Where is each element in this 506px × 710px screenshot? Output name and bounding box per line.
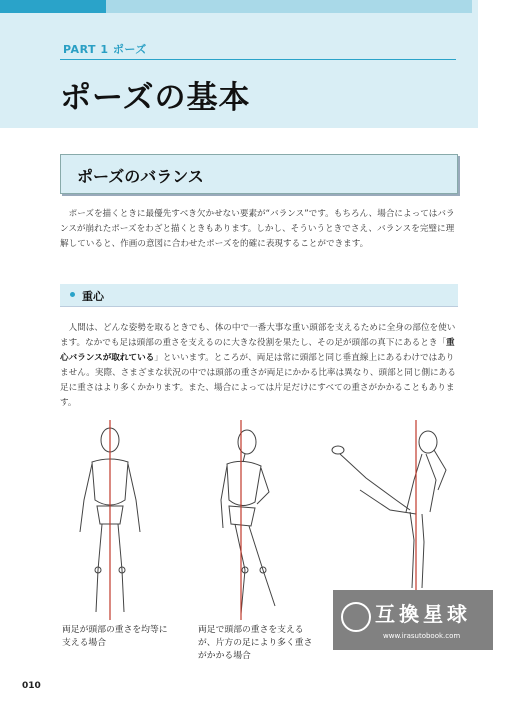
mannequin-figure-even-weight (70, 420, 150, 620)
header-stripe-light (106, 0, 472, 13)
paragraph-text-before: 人間は、どんな姿勢を取るときでも、体の中で一番大事な重い頭部を支えるために全身の部位を使います。なかでも足は頭部の重さを支えるのに大きな役割を果たし、その足が頭部の真下にあるとき「 (60, 323, 456, 348)
part-label: PART 1 ポーズ (63, 43, 147, 56)
paragraph-bold-term: 重心バランスが取れている (60, 338, 455, 363)
mannequin-figure-one-leg (330, 420, 470, 590)
subsection-title: 重心 (82, 290, 104, 303)
subsection-paragraph (60, 321, 460, 411)
section-title: ポーズのバランス (77, 167, 204, 186)
header-stripe-accent (0, 0, 106, 13)
subsection-heading-bar (60, 284, 458, 307)
watermark-url: www.irasutobook.com (383, 632, 461, 640)
header-divider (60, 59, 456, 60)
bullet-icon (70, 292, 75, 297)
watermark (333, 590, 493, 650)
page-number: 010 (22, 681, 41, 691)
section-heading-box (60, 154, 458, 194)
watermark-logo-icon (341, 602, 371, 632)
figure-caption-even: 両足が頭部の重さを均等に支える場合 (62, 625, 168, 648)
page-title: ポーズの基本 (60, 80, 251, 116)
paragraph-text-after: 」といいます。ところが、両足は常に頭部と同じ垂直線上にあるわけではありません。実際、さまざまな状況の中では頭部の重さが両足にかかる比率は異なり、頭部と同じ側にある足に重さはより多くかかります。また、場合によっては片足だけにすべての重さがかかることもあります。 (60, 353, 456, 408)
figure-caption-shifted: 両足で頭部の重さを支えるが、片方の足により多く重さがかかる場合 (198, 625, 313, 661)
section-paragraph: ポーズを描くときに最優先すべき欠かせない要素が“バランス”です。もちろん、場合によってはバランスが崩れたポーズをわざと描くときもあります。しかし、そういうときでさえ、バランスを完璧に理解していると、作画の意図に合わせたポーズを的確に表現することができます。 (60, 209, 455, 249)
watermark-title: 互換星球 (375, 602, 471, 626)
mannequin-figure-shifted-weight (205, 420, 285, 620)
